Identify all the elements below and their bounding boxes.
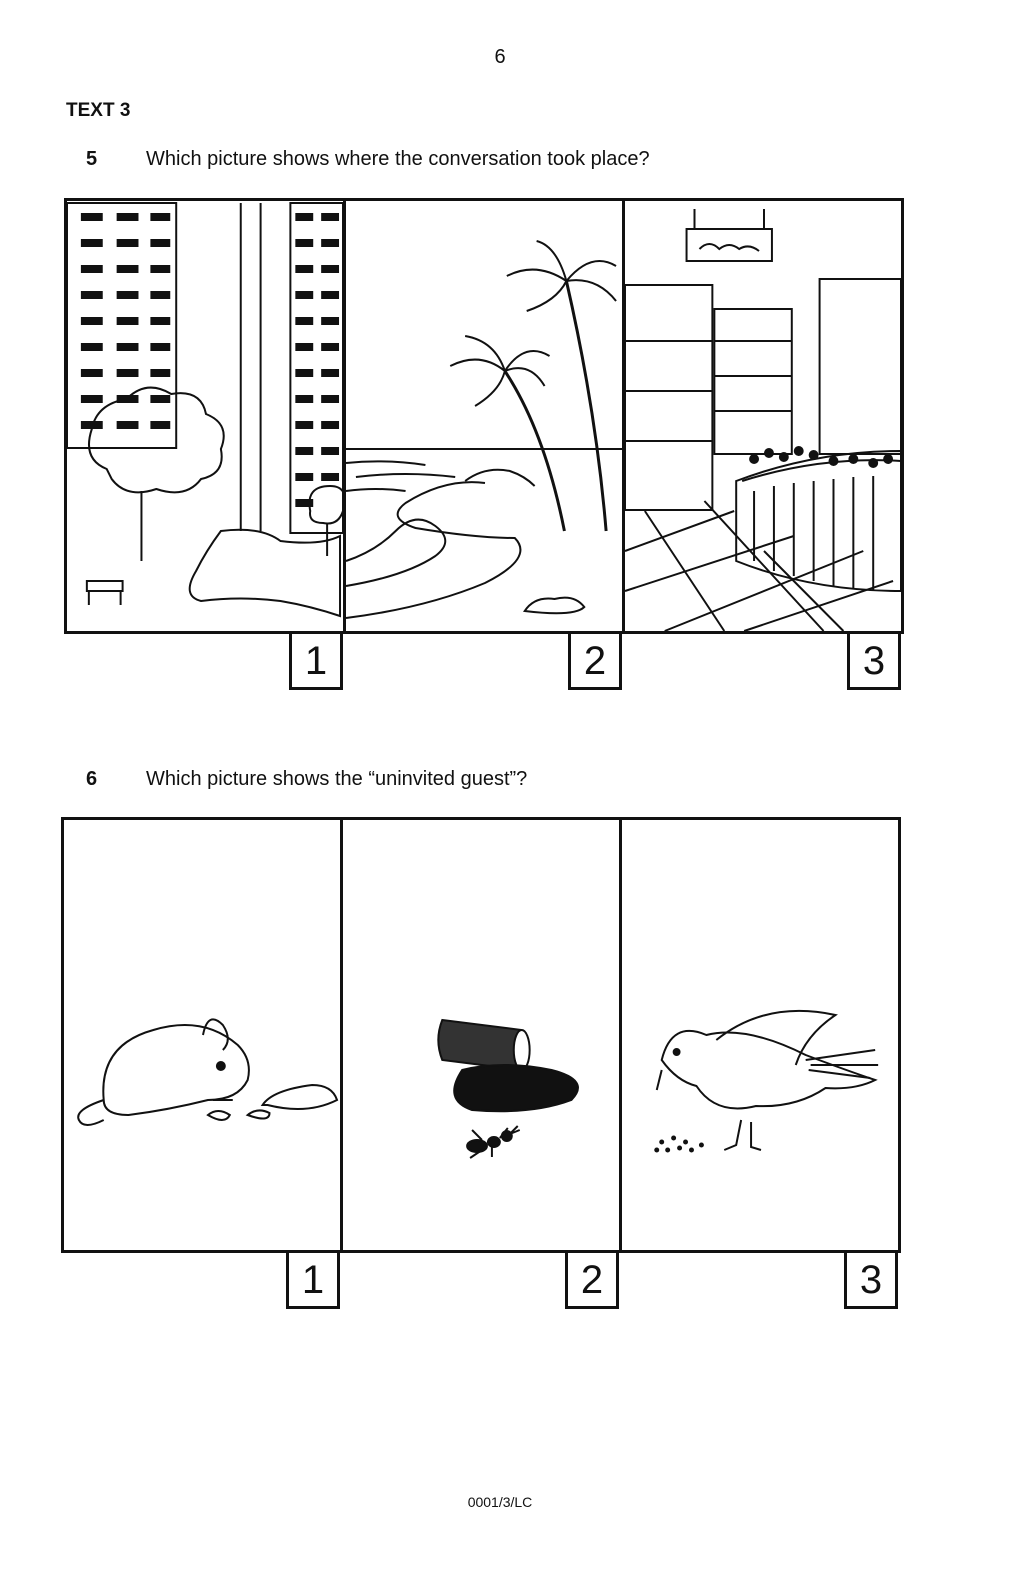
picture-city-park[interactable]	[67, 201, 346, 683]
beach-illustration	[346, 201, 622, 631]
bird-illustration	[622, 820, 898, 1250]
option-number-box[interactable]: 3	[847, 634, 901, 690]
mouse-illustration	[64, 820, 340, 1250]
picture-beach[interactable]	[346, 201, 625, 683]
question-6-picture-row	[61, 817, 901, 1302]
question-text: Which picture shows the “uninvited guest”?	[146, 768, 528, 790]
city-park-illustration	[67, 201, 343, 631]
footer-code: 0001/3/LC	[467, 1494, 533, 1510]
ant-illustration	[343, 820, 619, 1250]
supermarket-illustration	[625, 201, 901, 631]
question-5-picture-row	[64, 198, 904, 683]
picture-bird[interactable]	[622, 820, 898, 1302]
question-6	[86, 768, 527, 791]
section-title: TEXT 3	[66, 100, 131, 121]
option-number-box[interactable]: 3	[844, 1253, 898, 1309]
option-number-box[interactable]: 1	[286, 1253, 340, 1309]
picture-ant[interactable]	[343, 820, 622, 1302]
question-text: Which picture shows where the conversation took place?	[146, 148, 650, 170]
question-number: 6	[86, 768, 98, 790]
page-number: 6	[494, 46, 506, 68]
picture-mouse[interactable]	[64, 820, 343, 1302]
option-number-box[interactable]: 2	[565, 1253, 619, 1309]
picture-supermarket[interactable]	[625, 201, 901, 683]
option-number-box[interactable]: 2	[568, 634, 622, 690]
question-5	[86, 148, 650, 171]
option-number-box[interactable]: 1	[289, 634, 343, 690]
question-number: 5	[86, 148, 98, 170]
